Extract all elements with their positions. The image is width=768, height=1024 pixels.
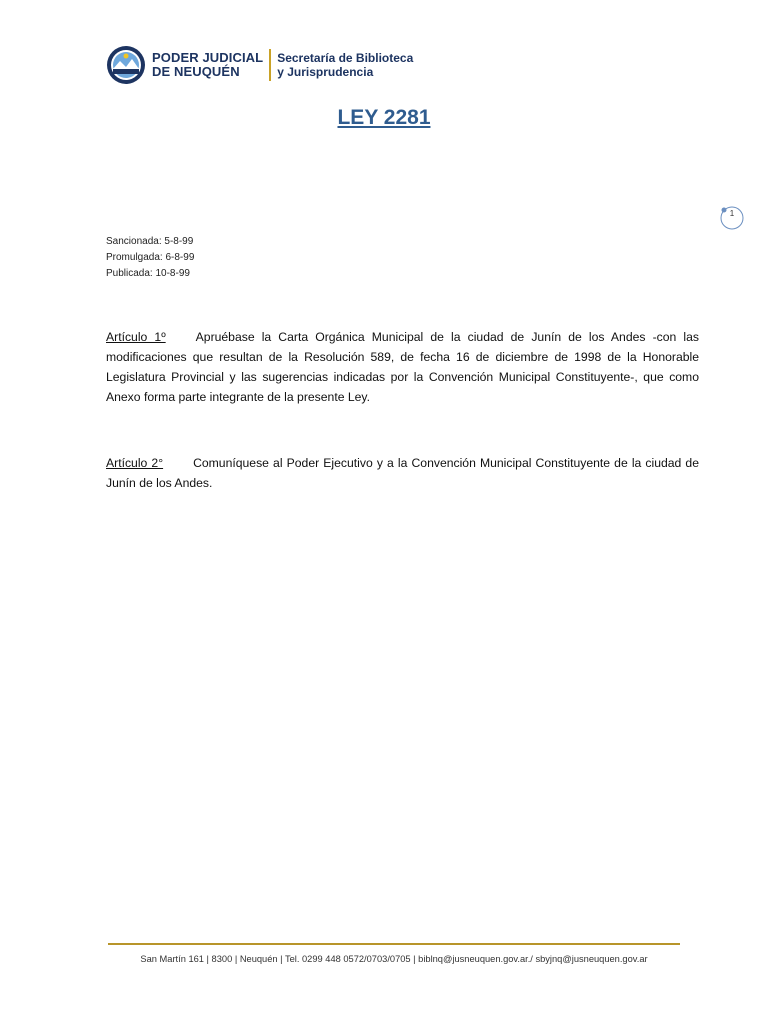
article-1-label: Artículo 1º <box>106 330 166 344</box>
department-line1: Secretaría de Biblioteca <box>277 51 414 65</box>
publicada-date: Publicada: 10-8-99 <box>106 268 190 279</box>
article-2-text: Comuníquese al Poder Ejecutivo y a la Convención Municipal Constituyente de la ciudad de Junín de los Andes. <box>106 456 699 490</box>
department-name <box>277 51 413 79</box>
footer-contact: San Martín 161 | 8300 | Neuquén | Tel. 0299 448 0572/0703/0705 | biblnq@jusneuquen.gov.ar./ sbyjnq@jusneuquen.gov.ar <box>140 954 648 964</box>
department-line2: y Jurisprudencia <box>277 65 374 79</box>
sancionada-date: Sancionada: 5-8-99 <box>106 236 194 247</box>
org-name-line2: DE NEUQUÉN <box>152 64 240 79</box>
letterhead <box>106 44 413 86</box>
org-name-line1: PODER JUDICIAL <box>152 50 264 65</box>
page-number: 1 <box>729 209 735 218</box>
footer-divider <box>108 943 680 945</box>
document-title: LEY 2281 <box>337 106 431 129</box>
dates-block <box>106 234 194 282</box>
article-2-label: Artículo 2° <box>106 456 164 470</box>
article-2 <box>106 453 699 493</box>
promulgada-date: Promulgada: 6-8-99 <box>106 252 195 263</box>
org-name <box>152 51 263 79</box>
article-1-text: Apruébase la Carta Orgánica Municipal de la ciudad de Junín de los Andes -con las modificaciones que resultan de la Resolución 589, de fecha 16 de diciembre de 1998 de la Honorable Legislatura Provincial y las sugerencias indicadas por la Convención Municipal Constituyente-, que como Anexo forma parte integrante de la presente Ley. <box>106 330 699 404</box>
article-1 <box>106 327 699 407</box>
neuquen-seal-icon <box>106 45 146 85</box>
header-divider <box>269 49 271 81</box>
